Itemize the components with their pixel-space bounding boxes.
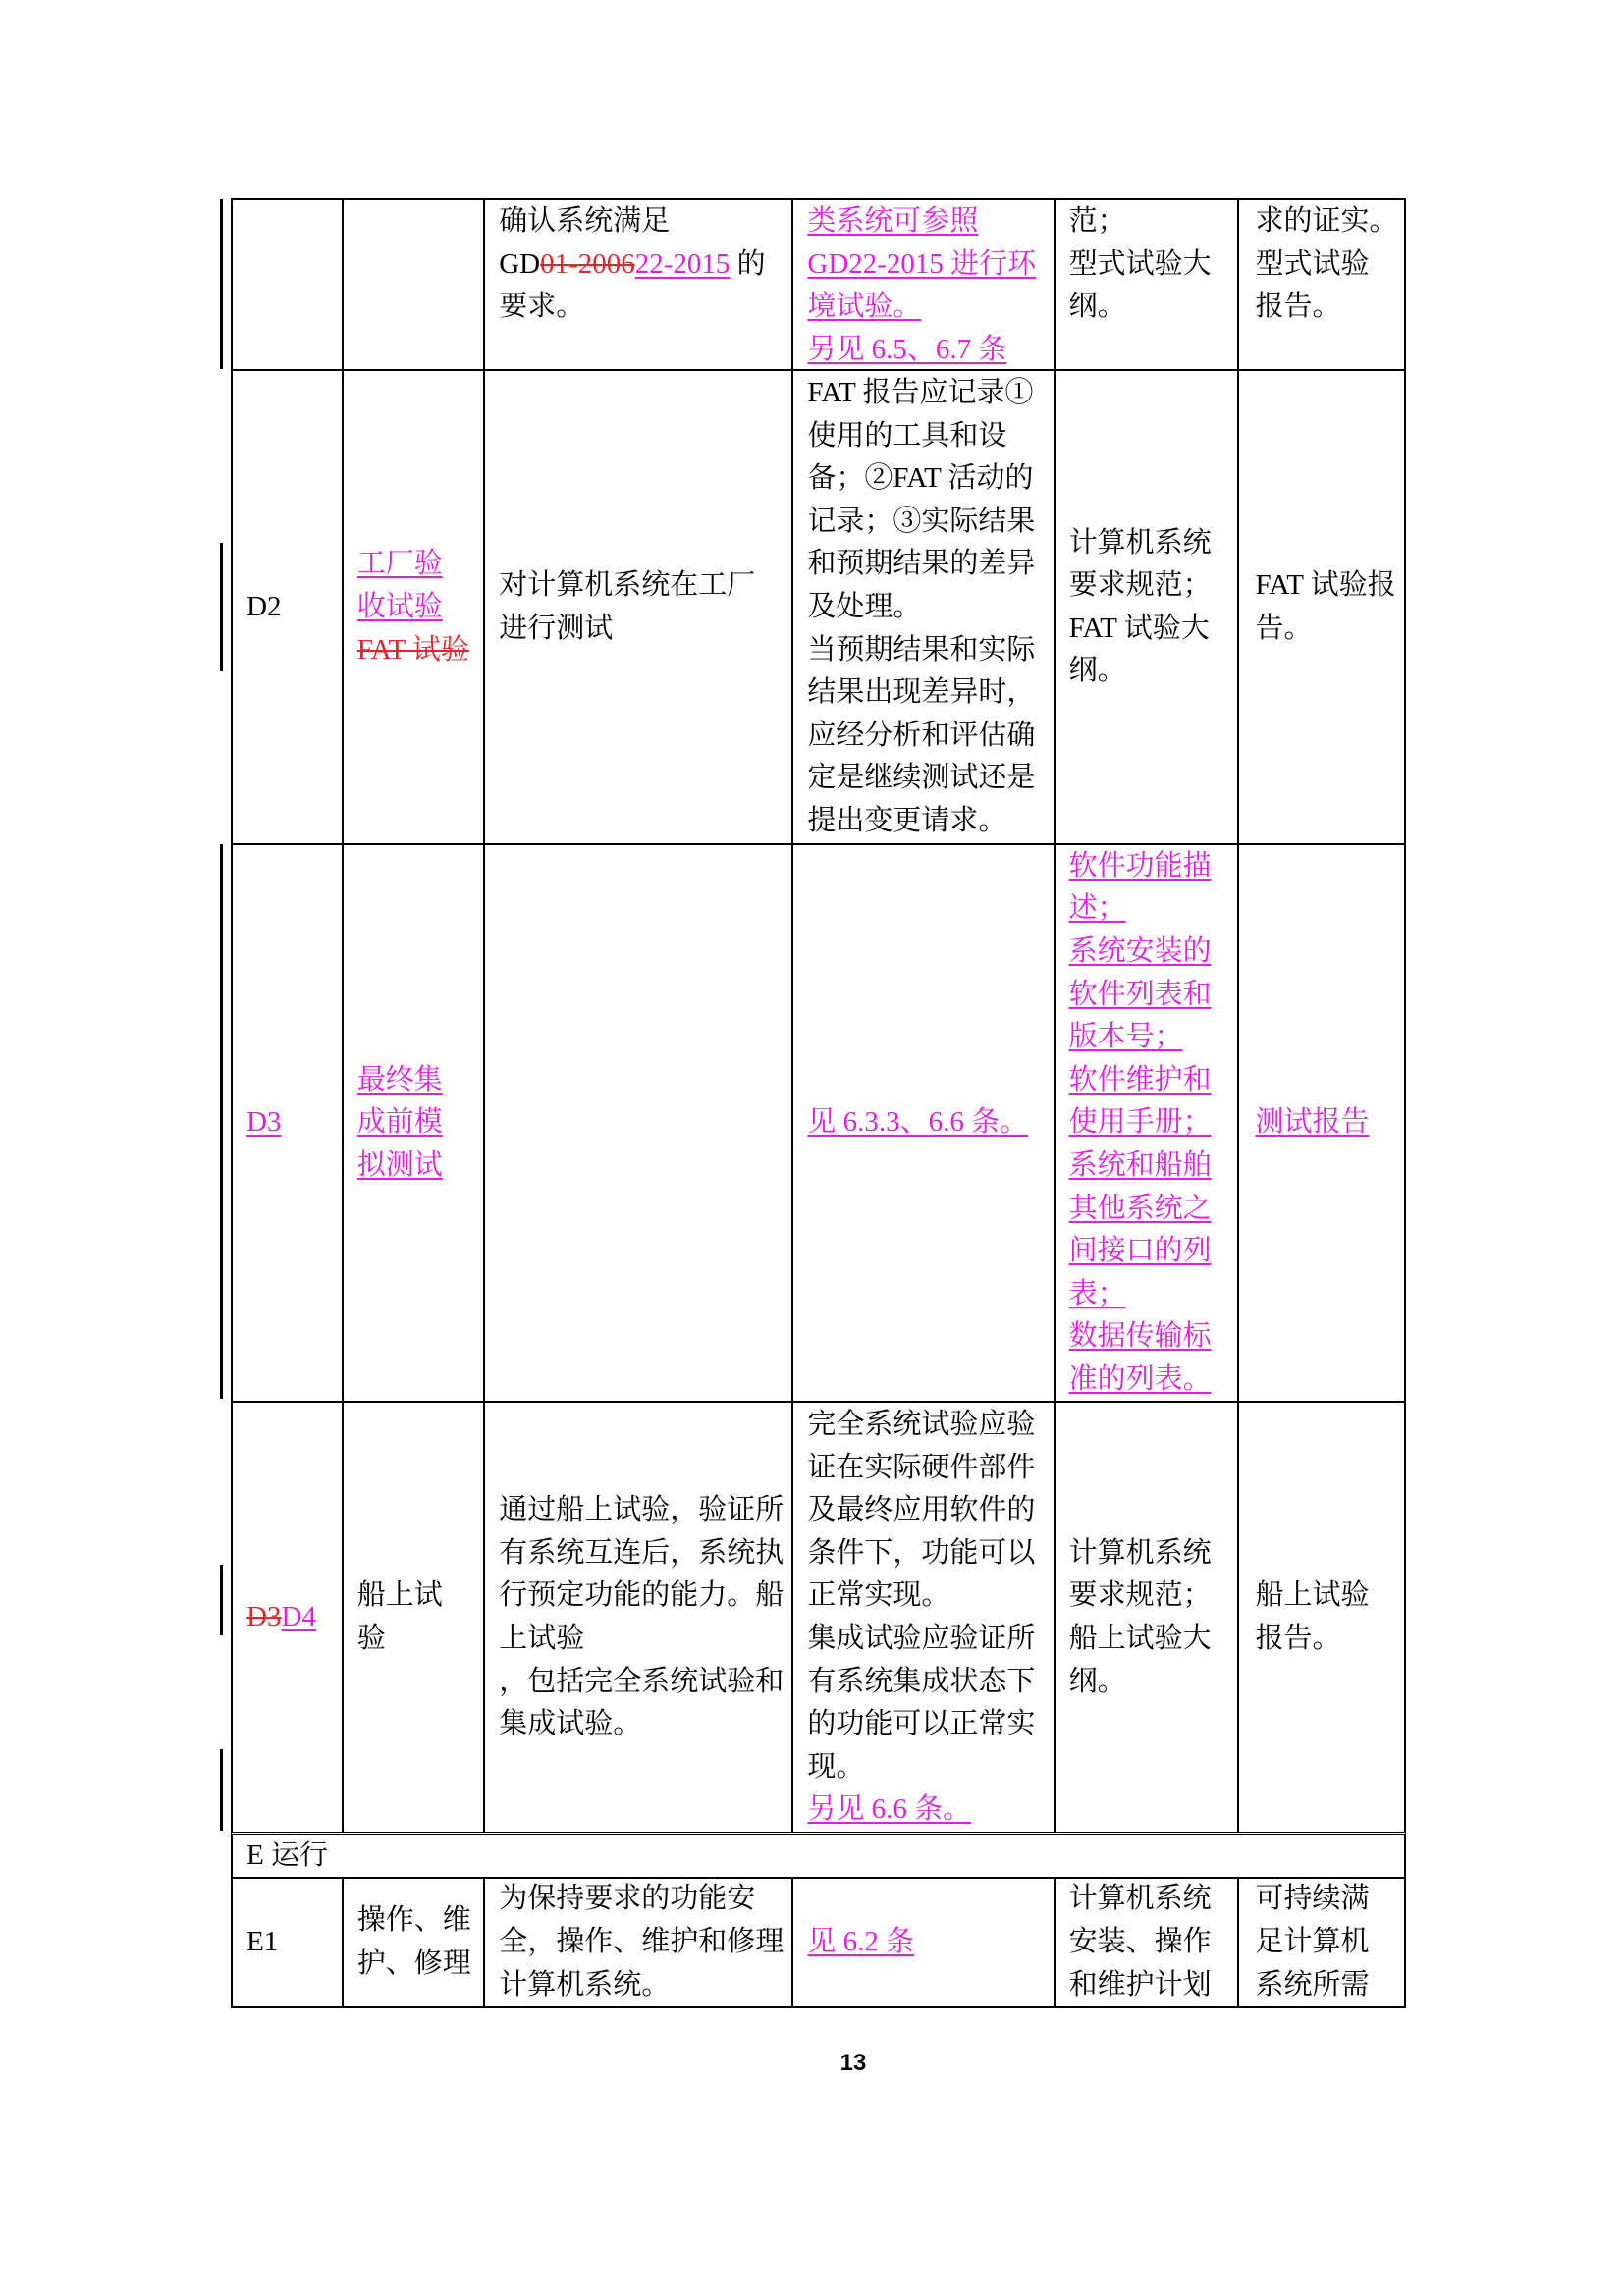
change-bar [220, 543, 223, 671]
cell-output [1238, 370, 1405, 844]
cell-activity [343, 844, 484, 1402]
cell-line: ，包括完全系统试验和 [499, 1665, 785, 1697]
cell-line: 行预定功能的能力。船 [499, 1579, 785, 1612]
page-number: 13 [839, 2050, 867, 2076]
inserted-text: GD22-2015 进行环 [807, 247, 1037, 280]
cell-line: 验 [356, 1622, 386, 1654]
inserted-text: 使用手册； [1068, 1106, 1212, 1139]
cell-line: 对计算机系统在工厂 [499, 569, 756, 602]
cell-line: 纲。 [1068, 291, 1126, 323]
deleted-text: 01-2006 [540, 247, 635, 280]
cell-line: 安装、操作 [1068, 1925, 1212, 1957]
cell-line: 报告。 [1255, 291, 1341, 323]
cell-line: FAT 报告应记录① [807, 376, 1034, 408]
cell-input [1055, 844, 1239, 1402]
cell-requirements [792, 844, 1054, 1402]
cell-line: 有系统集成状态下 [807, 1665, 1036, 1697]
cell-activity [343, 1878, 484, 2007]
deleted-text: FAT 试验 [356, 633, 469, 666]
cell-line: 全，操作、维护和修理 [499, 1925, 785, 1957]
cell-output [1238, 199, 1405, 370]
section-header [232, 1834, 1405, 1878]
cell-activity [343, 1402, 484, 1833]
inserted-text: 工厂验 [356, 548, 443, 580]
cell-line: 要求规范； [1068, 1579, 1212, 1612]
inserted-text: 其他系统之 [1068, 1192, 1212, 1224]
cell-line: 备；②FAT 活动的 [807, 462, 1034, 495]
cell-line: 结果出现差异时， [807, 676, 1036, 709]
cell-input [1055, 1402, 1239, 1833]
inserted-text: 表； [1068, 1277, 1126, 1309]
row-id: D2 [246, 590, 282, 622]
cell-line: 有系统互连后，系统执 [499, 1536, 785, 1569]
inserted-text: 类系统可参照 [807, 205, 979, 237]
cell-requirements [792, 199, 1054, 370]
cell-line: 使用的工具和设 [807, 419, 1007, 452]
cell-line: 计算机系统 [1068, 526, 1212, 559]
inserted-text: 测试报告 [1255, 1106, 1370, 1139]
cell-output [1238, 844, 1405, 1402]
inserted-text: 软件功能描 [1068, 849, 1212, 881]
cell-line: 现。 [807, 1750, 865, 1783]
inserted-text: 软件列表和 [1068, 978, 1212, 1010]
cell-requirements [792, 1878, 1054, 2007]
text-run: GD [499, 247, 541, 280]
inserted-text: 软件维护和 [1068, 1063, 1212, 1095]
cell-line: 确认系统满足 [499, 205, 671, 237]
inserted-text: 成前模 [356, 1106, 443, 1139]
cell-activity [343, 370, 484, 844]
cell-line: 提出变更请求。 [807, 804, 1007, 836]
cell-line: 集成试验。 [499, 1708, 642, 1740]
inserted-text: 版本号； [1068, 1021, 1183, 1053]
cell-line: 和维护计划 [1068, 1968, 1212, 2001]
requirements-table [232, 199, 1405, 2007]
cell-line: 计算机系统 [1068, 1536, 1212, 1569]
cell-line: 定是继续测试还是 [807, 762, 1036, 794]
inserted-text: 境试验。 [807, 291, 922, 323]
cell-line: 通过船上试验，验证所 [499, 1494, 785, 1526]
inserted-text: 系统和船舶 [1068, 1149, 1212, 1182]
row-id [246, 1596, 342, 1639]
inserted-text: 准的列表。 [1068, 1363, 1212, 1396]
cell-line: 的功能可以正常实 [807, 1708, 1036, 1740]
cell-input [1055, 370, 1239, 844]
cell-line: 应经分析和评估确 [807, 719, 1036, 751]
cell-description [484, 199, 792, 370]
cell-line: 操作、维 [356, 1904, 471, 1937]
inserted-text: 系统安装的 [1068, 935, 1212, 968]
cell-line: 正常实现。 [807, 1579, 950, 1612]
inserted-text: 另见 6.5、6.7 条 [807, 333, 1007, 365]
cell-line: 计算机系统。 [499, 1968, 671, 2001]
cell-id [232, 844, 343, 1402]
inserted-text: 见 6.3.3、6.6 条。 [807, 1106, 1029, 1139]
cell-line: 型式试验大 [1068, 247, 1212, 280]
cell-line: 和预期结果的差异 [807, 548, 1036, 580]
inserted-text: 22-2015 [634, 247, 731, 280]
cell-description [484, 1878, 792, 2007]
cell-line: 条件下，功能可以 [807, 1536, 1036, 1569]
cell-id [232, 1402, 343, 1833]
inserted-text: 收试验 [356, 590, 443, 622]
cell-id [232, 370, 343, 844]
cell-input [1055, 1878, 1239, 2007]
cell-id [232, 199, 343, 370]
cell-line: 要求规范； [1068, 569, 1212, 602]
cell-line: 完全系统试验应验 [807, 1408, 1036, 1440]
inserted-text: 数据传输标 [1068, 1320, 1212, 1353]
cell-line: 可持续满 [1255, 1883, 1370, 1915]
cell-line: 当预期结果和实际 [807, 633, 1036, 666]
cell-line: 进行测试 [499, 612, 614, 644]
cell-description [484, 844, 792, 1402]
cell-requirements [792, 1402, 1054, 1833]
cell-line: 计算机系统 [1068, 1883, 1212, 1915]
cell-input [1055, 199, 1239, 370]
text-run: 的 [730, 247, 766, 280]
inserted-text: 述； [1068, 892, 1126, 925]
row-id: D3 [246, 1106, 282, 1139]
change-bar [220, 844, 223, 1399]
cell-line: 集成试验应验证所 [807, 1622, 1036, 1654]
change-bar [220, 1565, 223, 1635]
inserted-text: D4 [281, 1601, 316, 1633]
cell-line: 范； [1068, 205, 1126, 237]
cell-line: 纲。 [1068, 1665, 1126, 1697]
cell-line: 上试验 [499, 1622, 585, 1654]
cell-line: 系统所需 [1255, 1968, 1370, 2001]
inserted-text: 拟测试 [356, 1149, 443, 1182]
cell-line [499, 243, 791, 287]
cell-line: 型式试验 [1255, 247, 1370, 280]
inserted-text: 见 6.2 条 [807, 1925, 915, 1957]
cell-line: 为保持要求的功能安 [499, 1883, 756, 1915]
cell-line: 及处理。 [807, 590, 922, 622]
cell-line: 证在实际硬件部件 [807, 1451, 1036, 1483]
cell-activity [343, 199, 484, 370]
change-bar [220, 199, 223, 369]
section-title: E 运行 [246, 1839, 329, 1871]
cell-line: 船上试 [356, 1579, 443, 1612]
cell-line: 及最终应用软件的 [807, 1494, 1036, 1526]
inserted-text: 另见 6.6 条。 [807, 1793, 972, 1826]
change-bar [220, 1749, 223, 1831]
row-id: E1 [246, 1925, 279, 1957]
cell-output [1238, 1402, 1405, 1833]
cell-line: 报告。 [1255, 1622, 1341, 1654]
cell-line: 求的证实。 [1255, 205, 1398, 237]
cell-line: 要求。 [499, 291, 585, 323]
cell-line: 足计算机 [1255, 1925, 1370, 1957]
cell-line: 船上试验 [1255, 1579, 1370, 1612]
cell-description [484, 370, 792, 844]
cell-id [232, 1878, 343, 2007]
inserted-text: 间接口的列 [1068, 1235, 1212, 1267]
cell-line: 记录；③实际结果 [807, 505, 1036, 537]
cell-line: FAT 试验大 [1068, 612, 1210, 644]
inserted-text: 最终集 [356, 1063, 443, 1095]
cell-line: 船上试验大 [1068, 1622, 1212, 1654]
cell-description [484, 1402, 792, 1833]
cell-requirements [792, 370, 1054, 844]
cell-line: FAT 试验报 [1255, 569, 1396, 602]
cell-line: 护、修理 [356, 1947, 471, 1979]
cell-line: 纲。 [1068, 655, 1126, 687]
cell-line: 告。 [1255, 612, 1313, 644]
deleted-text: D3 [246, 1601, 282, 1633]
cell-output [1238, 1878, 1405, 2007]
